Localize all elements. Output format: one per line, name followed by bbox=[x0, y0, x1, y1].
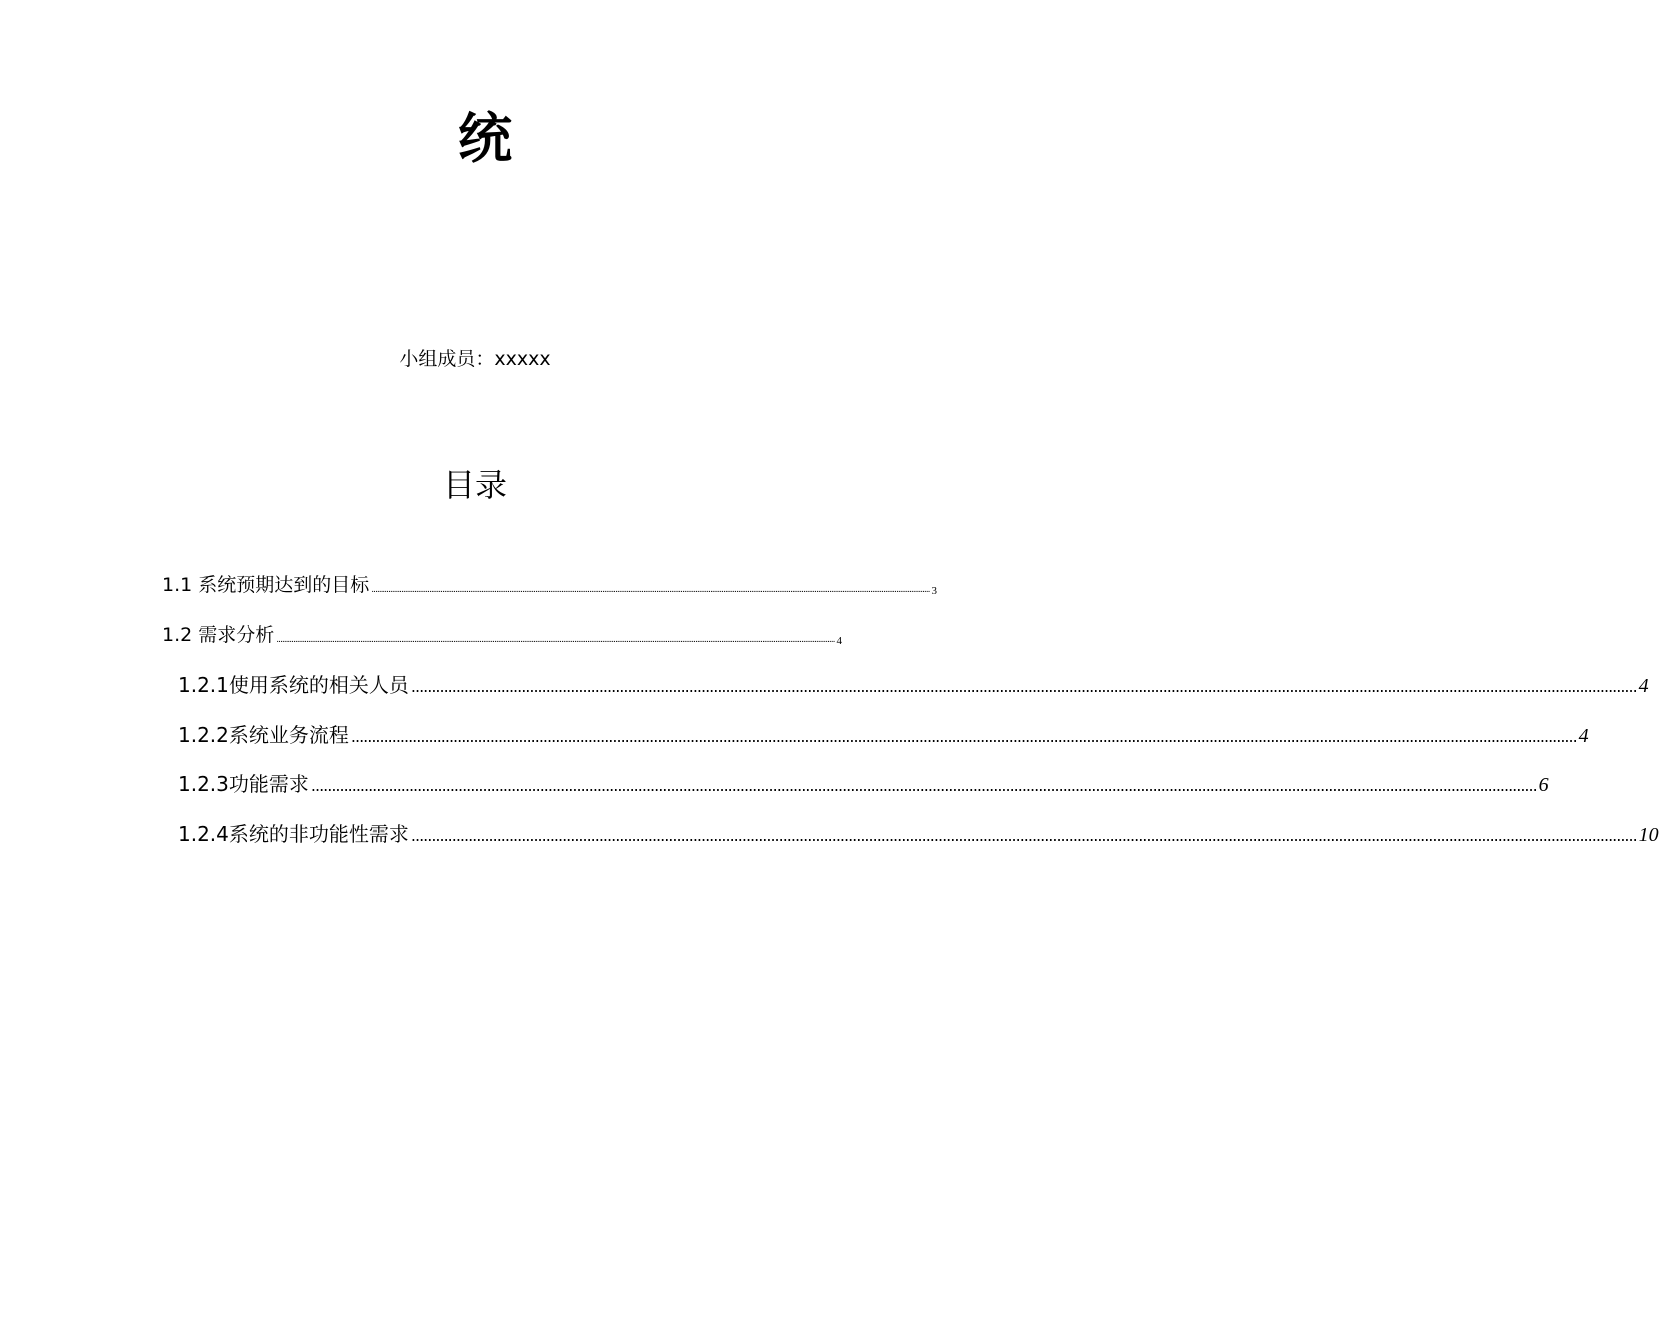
group-members-line: 小组成员：xxxxx bbox=[399, 348, 551, 370]
toc-entry-1-2-2[interactable] bbox=[178, 719, 1589, 748]
toc-heading: 目录 bbox=[442, 466, 507, 504]
toc-entry-page: 4 bbox=[1578, 725, 1589, 747]
toc-dot-leader: ............................................................................................................................................................................................................................................................................................................ bbox=[410, 826, 1637, 845]
toc-dot-leader: ............................................................................................................................................................................................................................................................................................................ bbox=[276, 635, 835, 645]
toc-entry-page: 10 bbox=[1638, 824, 1659, 846]
toc-entry-label: 1.1 系统预期达到的目标 bbox=[162, 574, 370, 596]
document-title-char: 统 bbox=[458, 107, 512, 170]
toc-entry-1-2-3[interactable] bbox=[178, 768, 1549, 797]
toc-dot-leader: ............................................................................................................................................................................................................................................................................................................ bbox=[371, 585, 930, 595]
toc-dot-leader: ............................................................................................................................................................................................................................................................................................................ bbox=[350, 727, 1577, 746]
toc-entry-1-2-1[interactable] bbox=[178, 669, 1649, 698]
toc-entry-1-1[interactable] bbox=[162, 570, 938, 597]
toc-entry-1-2[interactable] bbox=[162, 620, 843, 647]
toc-entry-label: 1.2.2系统业务流程 bbox=[178, 723, 349, 747]
toc-dot-leader: ............................................................................................................................................................................................................................................................................................................ bbox=[310, 776, 1537, 795]
toc-entry-label: 1.2.1使用系统的相关人员 bbox=[178, 673, 409, 697]
toc-entry-page: 4 bbox=[836, 635, 843, 647]
toc-entry-page: 4 bbox=[1638, 675, 1649, 697]
toc-entry-label: 1.2 需求分析 bbox=[162, 624, 275, 646]
toc-entry-page: 3 bbox=[931, 585, 938, 597]
toc-dot-leader: ............................................................................................................................................................................................................................................................................................................ bbox=[410, 677, 1637, 696]
toc-entry-label: 1.2.4系统的非功能性需求 bbox=[178, 822, 409, 846]
toc-entry-1-2-4[interactable] bbox=[178, 818, 1659, 847]
toc-entry-label: 1.2.3功能需求 bbox=[178, 772, 309, 796]
toc-entry-page: 6 bbox=[1538, 774, 1549, 796]
